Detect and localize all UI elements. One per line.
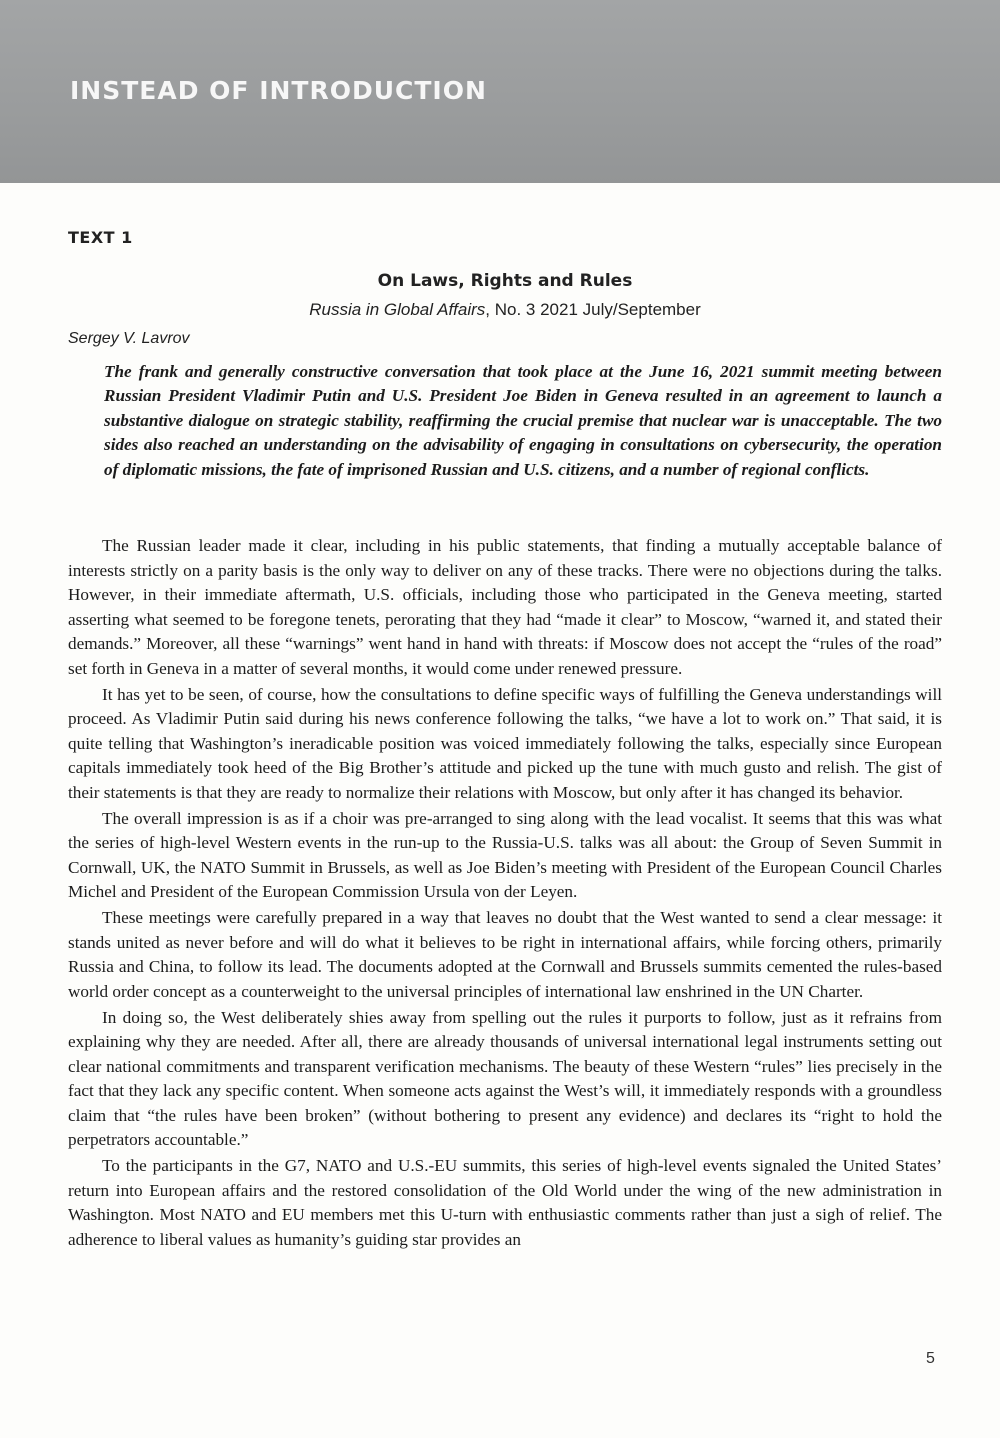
article-author: Sergey V. Lavrov [68,330,190,347]
body-paragraph: These meetings were carefully prepared in a way that leaves no doubt that the West wanted to send a clear message: it stands united as never before and will do what it believes to be right in international affairs, while forcing others, primarily Russia and China, to follow its lead. The documents adopted at the Cornwall and Brussels summits cemented the rules-based world order concept as a counterweight to the universal principles of international law enshrined in the UN Charter. [68,908,942,1001]
body-paragraph: The Russian leader made it clear, including in his public statements, that finding a mutually acceptable balance of interests strictly on a parity basis is the only way to deliver on any of these tracks. There were no objections during the talks. However, in their immediate aftermath, U.S. officials, including those who participated in the Geneva meeting, started asserting what seemed to be foregone tenets, perorating that they had “made it clear” to Moscow, “warned it, and stated their demands.” Moreover, all these “warnings” went hand in hand with threats: if Moscow does not accept the “rules of the road” set forth in Geneva in a matter of several months, it would come under renewed pressure. [68,536,942,678]
section-banner [0,0,1000,183]
source-journal: Russia in Global Affairs [309,300,486,319]
body-paragraph: It has yet to be seen, of course, how the consultations to define specific ways of fulfilling the Geneva understandings will proceed. As Vladimir Putin said during his news conference following the talks, “we have a lot to work on.” That said, it is quite telling that Washington’s ineradicable position was voiced immediately following the talks, especially since European capitals immediately took heed of the Big Brother’s attitude and picked up the tune with much gusto and relish. The gist of their statements is that they are ready to normalize their relations with Moscow, but only after it has changed its behavior. [68,684,942,802]
article-title: On Laws, Rights and Rules [377,271,633,291]
page-number: 5 [926,1350,935,1367]
section-title: INSTEAD OF INTRODUCTION [70,76,487,105]
body-paragraph: In doing so, the West deliberately shies away from spelling out the rules it purports to follow, just as it refrains from explaining why they are needed. After all, there are already thousands of universal international legal instruments setting out clear national commitments and transparent verification mechanisms. The beauty of these Western “rules” lies precisely in the fact that they lack any specific content. When someone acts against the West’s will, it immediately responds with a groundless claim that “the rules have been broken” (without bothering to present any evidence) and declares its “right to hold the perpetrators accountable.” [68,1007,942,1149]
source-issue: , No. 3 2021 July/September [485,300,701,319]
article-abstract: The frank and generally constructive conversation that took place at the June 16, 2021 summit meeting between Russian President Vladimir Putin and U.S. President Joe Biden in Geneva resulted in an agreement to launch a substantive dialogue on strategic stability, reaffirming the crucial premise that nuclear war is unacceptable. The two sides also reached an understanding on the advisability of engaging in consultations on cybersecurity, the operation of diplomatic missions, the fate of imprisoned Russian and U.S. citizens, and a number of regional conflicts. [104,362,942,479]
article-body [68,534,942,1254]
body-paragraph: To the participants in the G7, NATO and U.S.-EU summits, this series of high-level events signaled the United States’ return into European affairs and the restored consolidation of the Old World under the wing of the new administration in Washington. Most NATO and EU members met this U-turn with enthusiastic comments rather than just a sigh of relief. The adherence to liberal values as humanity’s guiding star provides an [68,1156,942,1249]
text-label: TEXT 1 [68,228,133,247]
body-paragraph: The overall impression is as if a choir was pre-arranged to sing along with the lead vocalist. It seems that this was what the series of high-level Western events in the run-up to the Russia-U.S. talks was all about: the Group of Seven Summit in Cornwall, UK, the NATO Summit in Brussels, as well as Joe Biden’s meeting with President of the European Council Charles Michel and President of the European Commission Ursula von der Leyen. [68,808,942,901]
article-source [200,300,810,320]
